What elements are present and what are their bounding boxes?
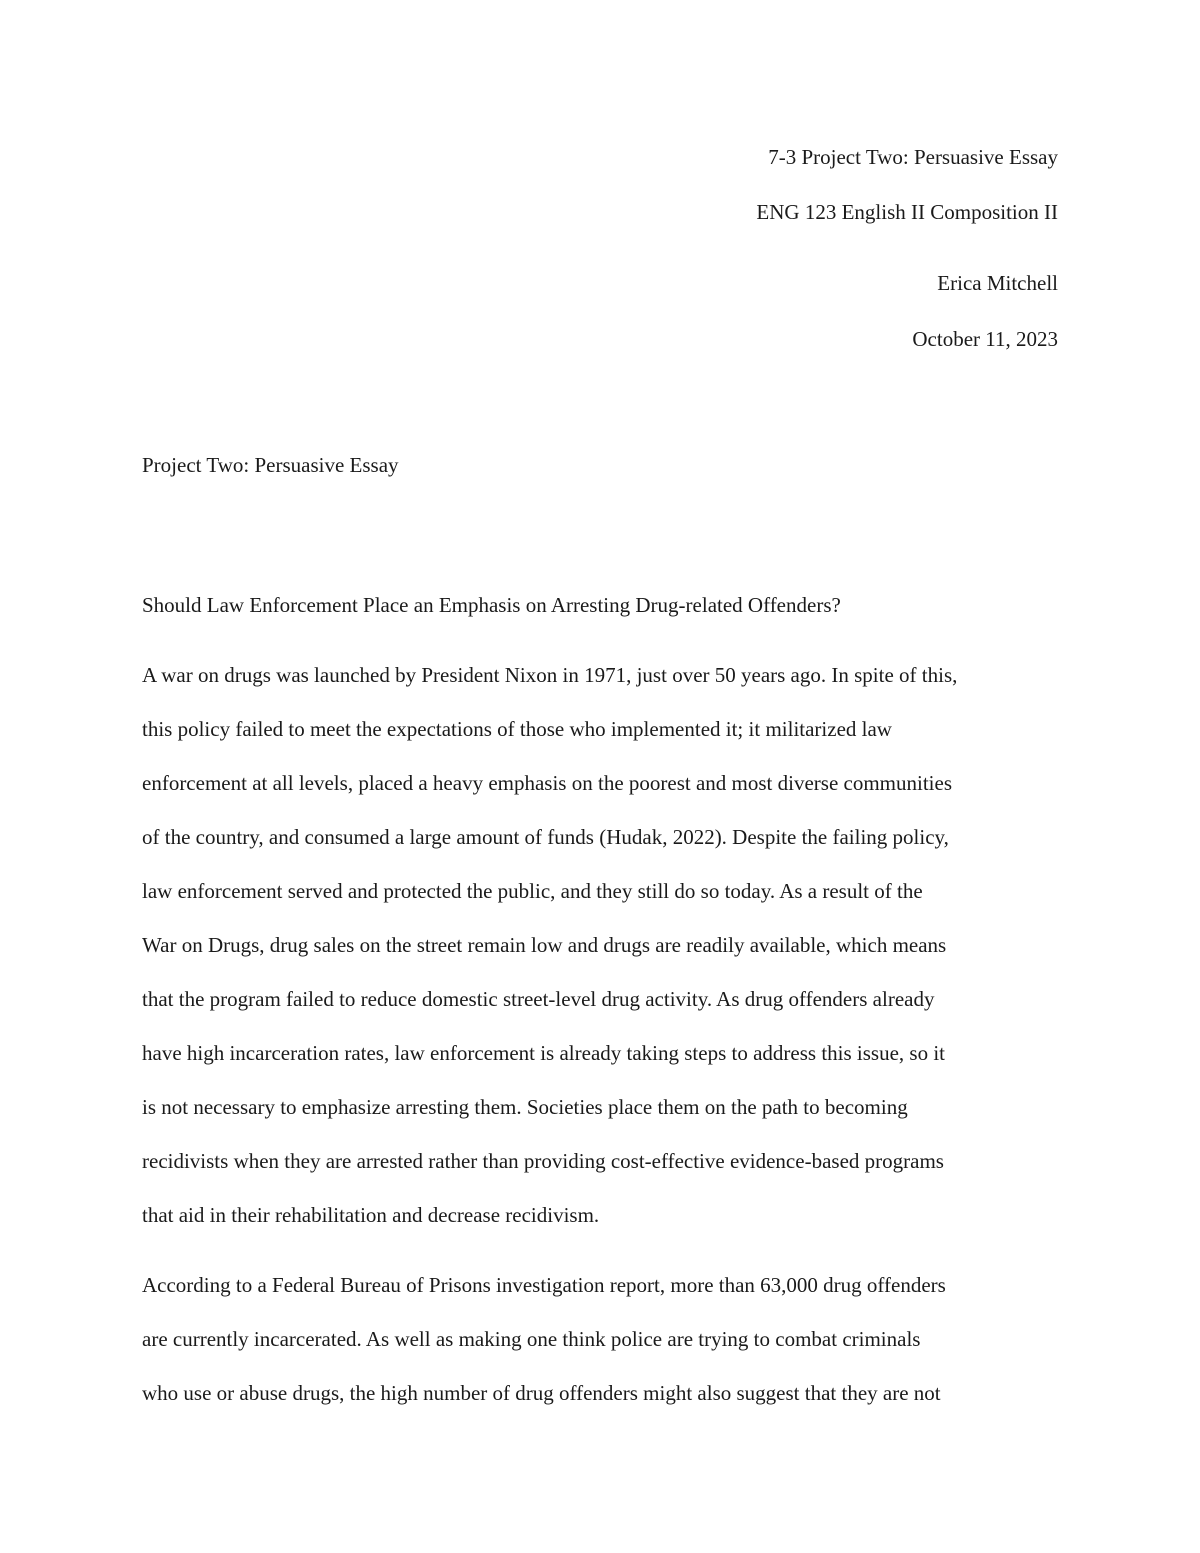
paragraph-line: who use or abuse drugs, the high number of drug offenders might also suggest that they are not <box>142 1381 941 1405</box>
paragraph-line: A war on drugs was launched by President Nixon in 1971, just over 50 years ago. In spite of this, <box>142 663 958 687</box>
course-name: ENG 123 English II Composition II <box>756 200 1058 224</box>
paragraph-line: enforcement at all levels, placed a heavy emphasis on the poorest and most diverse communities <box>142 771 952 795</box>
paragraph-line: of the country, and consumed a large amount of funds (Hudak, 2022). Despite the failing policy, <box>142 825 949 849</box>
paragraph-line: this policy failed to meet the expectations of those who implemented it; it militarized law <box>142 717 892 741</box>
document-title: Project Two: Persuasive Essay <box>142 453 399 477</box>
paragraph-line: War on Drugs, drug sales on the street remain low and drugs are readily available, which means <box>142 933 947 957</box>
paragraph-line: have high incarceration rates, law enforcement is already taking steps to address this issue, so it <box>142 1041 946 1065</box>
essay-title: Should Law Enforcement Place an Emphasis on Arresting Drug-related Offenders? <box>142 593 841 617</box>
paragraph-line: According to a Federal Bureau of Prisons investigation report, more than 63,000 drug offenders <box>142 1273 946 1297</box>
paragraph-line: recidivists when they are arrested rather than providing cost-effective evidence-based programs <box>142 1149 944 1173</box>
paragraph-line: law enforcement served and protected the public, and they still do so today. As a result of the <box>142 879 923 903</box>
paragraph-line: is not necessary to emphasize arresting them. Societies place them on the path to becoming <box>142 1095 908 1119</box>
paragraph-line: are currently incarcerated. As well as making one think police are trying to combat criminals <box>142 1327 921 1351</box>
assignment-title: 7-3 Project Two: Persuasive Essay <box>768 145 1058 169</box>
paragraph-line: that the program failed to reduce domestic street-level drug activity. As drug offenders already <box>142 987 935 1011</box>
paragraph-line: that aid in their rehabilitation and decrease recidivism. <box>142 1203 600 1227</box>
essay-date: October 11, 2023 <box>912 327 1058 351</box>
author-name: Erica Mitchell <box>937 271 1058 295</box>
